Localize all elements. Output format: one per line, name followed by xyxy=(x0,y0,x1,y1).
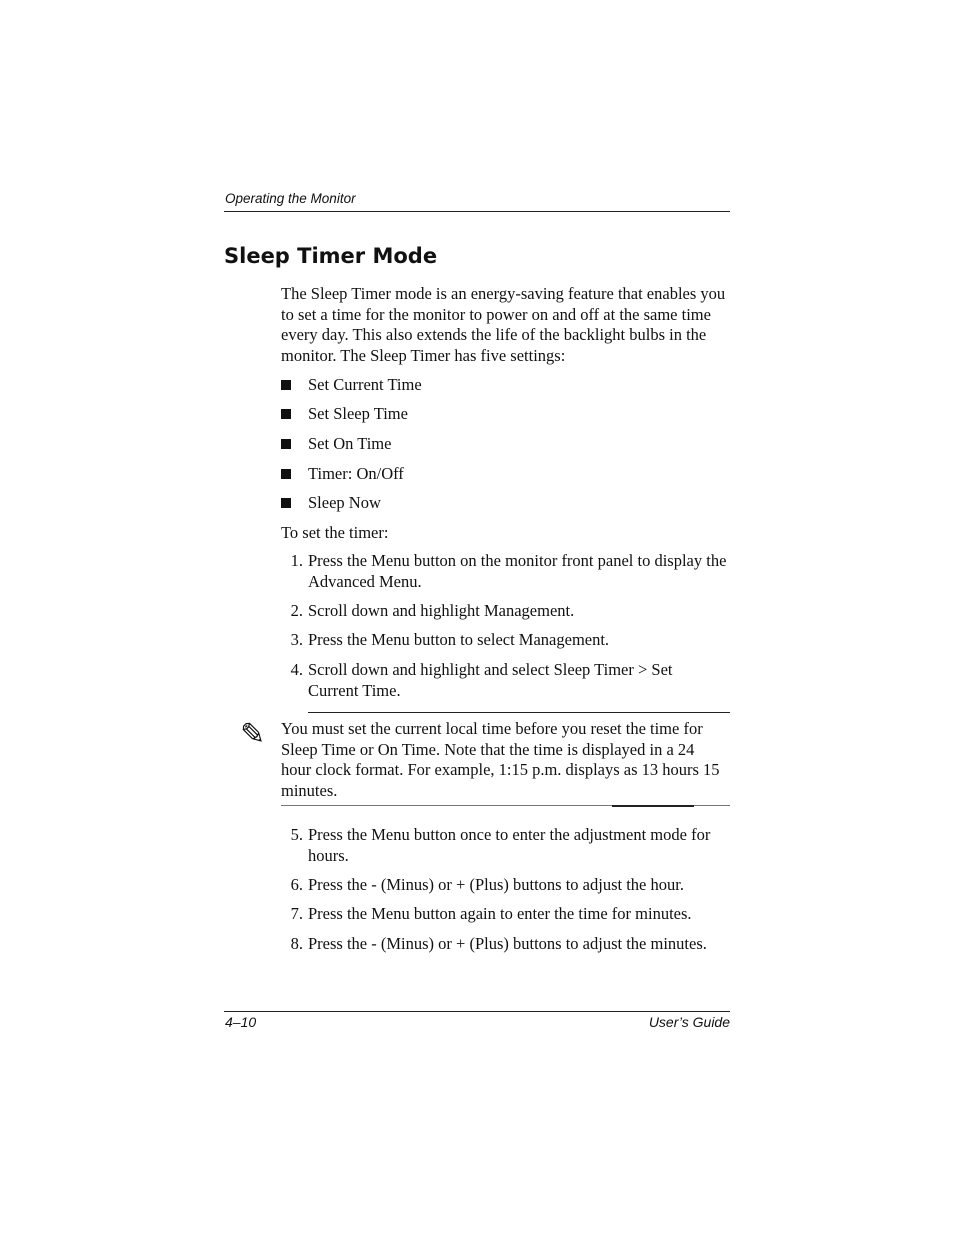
footer-page-number: 4–10 xyxy=(225,1014,257,1030)
step-text: Press the Menu button on the monitor front panel to display the Advanced Menu. xyxy=(308,551,727,591)
footer-rule xyxy=(224,1011,730,1012)
step-text: Press the - (Minus) or + (Plus) buttons to adjust the hour. xyxy=(308,875,684,894)
step-text: Press the - (Minus) or + (Plus) buttons to adjust the minutes. xyxy=(308,934,707,953)
setting-label: Sleep Now xyxy=(308,493,381,512)
step-number: 1. xyxy=(290,551,303,570)
footer-guide-title: User’s Guide xyxy=(648,1014,730,1030)
step-number: 5. xyxy=(290,825,303,844)
bullet-square-icon xyxy=(281,439,291,449)
step-text: Press the Menu button to select Management. xyxy=(308,630,610,649)
bullet-square-icon xyxy=(281,409,291,419)
setting-label: Set Current Time xyxy=(308,375,422,394)
step-number: 3. xyxy=(290,630,303,649)
step-text: Scroll down and highlight Management. xyxy=(308,601,575,620)
step-number: 7. xyxy=(290,904,303,923)
step-number: 2. xyxy=(290,601,303,620)
lead-in-text: To set the timer: xyxy=(281,523,389,542)
note-bottom-rule-accent xyxy=(612,805,694,807)
note-text: You must set the current local time before you reset the time for Sleep Time or On Time. Note that the time is displayed in a 24 hour clock format. For example, 1:15 p.m. displays as 13 hours 15 minutes. xyxy=(281,719,720,800)
bullet-square-icon xyxy=(281,380,291,390)
setting-label: Set Sleep Time xyxy=(308,404,408,423)
section-title: Sleep Timer Mode xyxy=(224,244,438,268)
setting-label: Set On Time xyxy=(308,434,392,453)
bullet-square-icon xyxy=(281,469,291,479)
note-top-rule xyxy=(308,712,730,713)
step-text: Press the Menu button again to enter the time for minutes. xyxy=(308,904,692,923)
setting-label: Timer: On/Off xyxy=(308,464,404,483)
step-text: Press the Menu button once to enter the adjustment mode for hours. xyxy=(308,825,711,865)
step-number: 6. xyxy=(290,875,303,894)
step-number: 4. xyxy=(290,660,303,679)
step-number: 8. xyxy=(290,934,303,953)
header-running-title: Operating the Monitor xyxy=(225,191,356,206)
pencil-note-icon: ✎ xyxy=(240,717,266,752)
bullet-square-icon xyxy=(281,498,291,508)
header-rule xyxy=(224,211,730,212)
step-text: Scroll down and highlight and select Sleep Timer > Set Current Time. xyxy=(308,660,673,700)
intro-paragraph: The Sleep Timer mode is an energy-saving feature that enables you to set a time for the monitor to power on and off at the same time every day. This also extends the life of the backlight bulbs in the monitor. The Sleep Timer has five settings: xyxy=(281,284,726,365)
